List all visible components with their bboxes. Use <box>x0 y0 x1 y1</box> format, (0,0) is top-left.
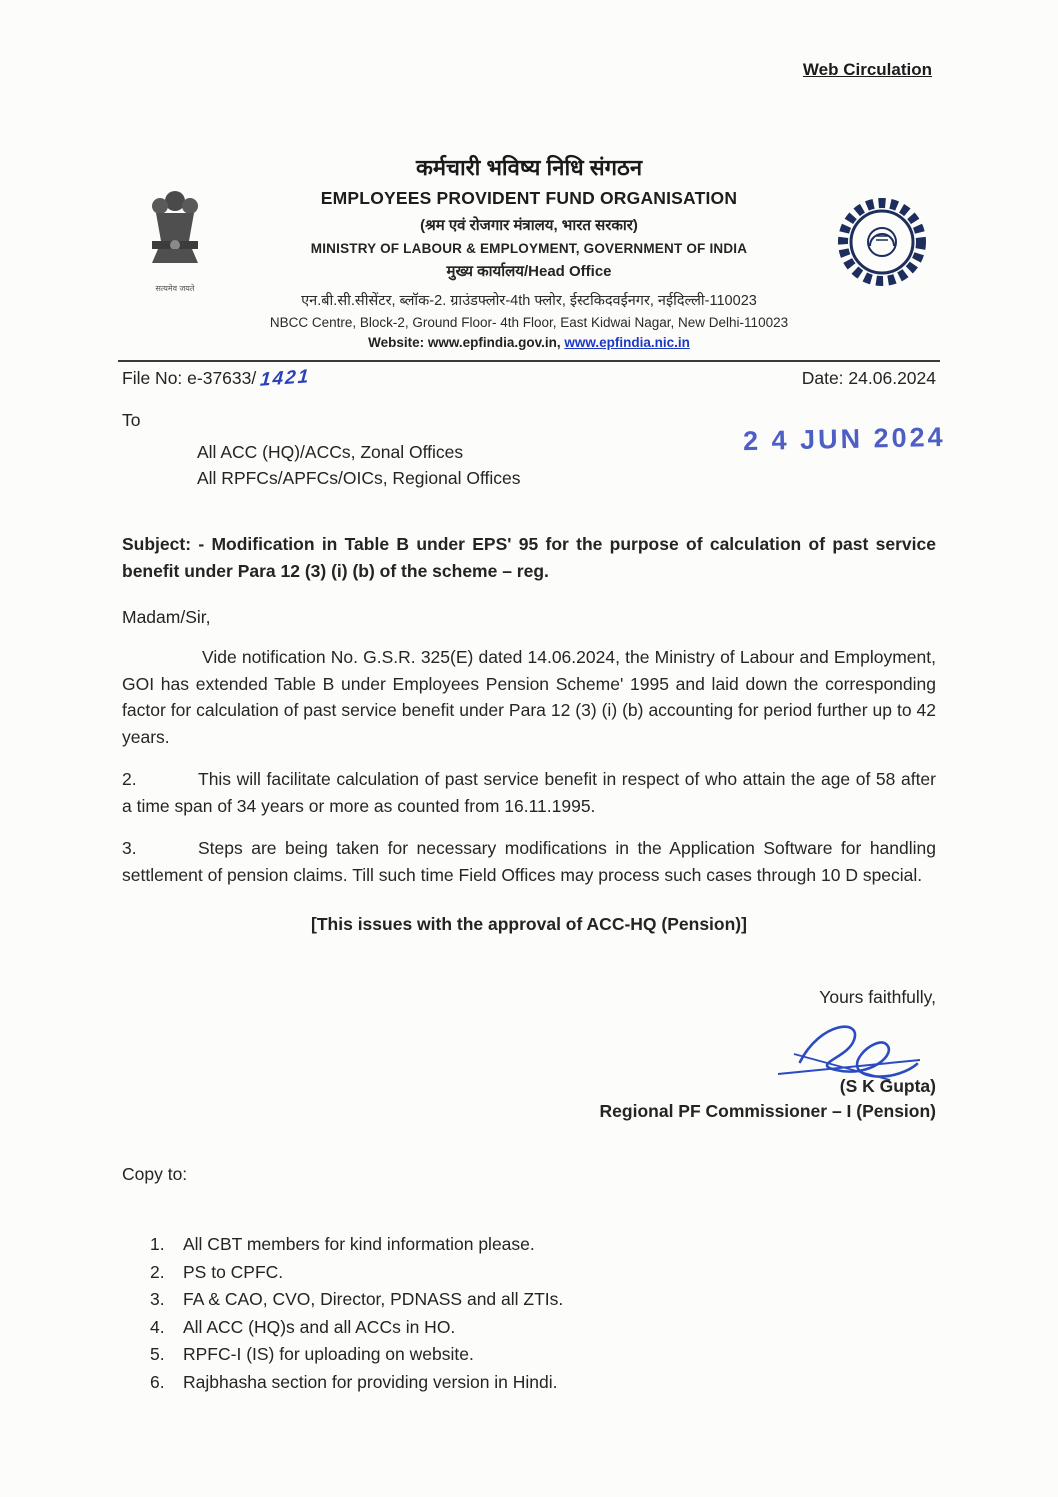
body-paragraph-3 <box>122 835 936 888</box>
file-number-handwritten: 1421 <box>259 366 312 391</box>
list-item-text: Rajbhasha section for providing version in Hindi. <box>183 1371 558 1392</box>
copy-to-list <box>150 1231 936 1396</box>
epfo-logo-graphic <box>836 196 928 288</box>
epfo-logo <box>836 196 928 293</box>
signatory-name: (S K Gupta) <box>839 1076 936 1096</box>
website-line <box>145 335 913 350</box>
list-item-number: 1. <box>150 1234 165 1254</box>
national-emblem-logo <box>140 185 210 294</box>
recipient-line-2: All RPFCs/APFCs/OICs, Regional Offices <box>197 468 521 488</box>
address-hindi: एन.बी.सी.सीसेंटर, ब्लॉक-2. ग्राउंडफ्लोर-4th फ्लोर, ईस्टकिदवईनगर, नईदिल्ली-110023 <box>301 293 757 309</box>
national-emblem-graphic <box>143 185 207 277</box>
list-item-number: 2. <box>150 1261 165 1282</box>
list-item-text: All ACC (HQ)s and all ACCs in HO. <box>183 1316 456 1337</box>
list-item-number: 5. <box>150 1344 165 1364</box>
signatory-designation: Regional PF Commissioner – I (Pension) <box>599 1101 936 1121</box>
approval-note: [This issues with the approval of ACC-HQ (Pension)] <box>311 914 747 934</box>
list-item-number: 4. <box>150 1316 165 1337</box>
salutation: Madam/Sir, <box>122 607 211 627</box>
paragraph-3-number: 3. <box>122 838 137 858</box>
list-item-text: PS to CPFC. <box>183 1261 284 1282</box>
head-office-label: मुख्य कार्यालय/Head Office <box>446 263 612 280</box>
header-divider <box>118 360 940 362</box>
org-name-hindi: कर्मचारी भविष्य निधि संगठन <box>415 155 643 180</box>
ministry-name-english: MINISTRY OF LABOUR & EMPLOYMENT, GOVERNMENT OF INDIA <box>310 241 748 256</box>
website-link[interactable]: www.epfindia.nic.in <box>564 335 690 350</box>
website-prefix: Website: www.epfindia.gov.in, <box>368 335 565 350</box>
list-item-text: All CBT members for kind information please. <box>183 1234 535 1254</box>
paragraph-2-number: 2. <box>122 769 137 789</box>
web-circulation-label: Web Circulation <box>802 60 932 79</box>
file-number-row <box>122 368 936 390</box>
to-label: To <box>122 410 141 430</box>
address-english: NBCC Centre, Block-2, Ground Floor- 4th Floor, East Kidwai Nagar, New Delhi-110023 <box>269 315 789 330</box>
org-name-english: EMPLOYEES PROVIDENT FUND ORGANISATION <box>320 188 738 208</box>
file-number <box>122 368 311 390</box>
body-paragraph-1: Vide notification No. G.S.R. 325(E) dated 14.06.2024, the Ministry of Labour and Employment, GOI has extended Table B under Employees Pension Scheme' 1995 and laid down the corresponding factor for calculation of past service benefit under Para 12 (3) (i) (b) accounting for period further up to 42 years. <box>122 647 936 747</box>
list-item <box>150 1369 936 1397</box>
letterhead <box>0 0 1058 350</box>
recipient-line-1: All ACC (HQ)/ACCs, Zonal Offices <box>197 442 464 462</box>
list-item <box>150 1259 936 1287</box>
list-item <box>150 1341 936 1369</box>
list-item-text: FA & CAO, CVO, Director, PDNASS and all ZTIs. <box>183 1289 564 1309</box>
list-item-number: 3. <box>150 1289 165 1309</box>
copy-to-label: Copy to: <box>122 1164 188 1184</box>
list-item <box>150 1286 936 1314</box>
list-item-number: 6. <box>150 1371 165 1392</box>
subject-line: Subject: - Modification in Table B under EPS' 95 for the purpose of calculation of past service benefit under Para 12 (3) (i) (b) of the scheme – reg. <box>122 534 936 581</box>
closing-line: Yours faithfully, <box>819 987 936 1007</box>
paragraph-2-text: This will facilitate calculation of past service benefit in respect of who attain the age of 58 after a time span of 34 years or more as counted from 16.11.1995. <box>122 769 936 816</box>
list-item <box>150 1231 936 1259</box>
ministry-name-hindi: (श्रम एवं रोजगार मंत्रालय, भारत सरकार) <box>420 217 638 234</box>
emblem-caption: सत्यमेव जयते <box>155 284 195 293</box>
list-item-text: RPFC-I (IS) for uploading on website. <box>183 1344 474 1364</box>
list-item <box>150 1314 936 1342</box>
file-number-label: File No: e-37633/ <box>122 368 257 388</box>
date-stamp: 2 4 JUN 2024 <box>743 421 947 457</box>
body-paragraph-2 <box>122 766 936 819</box>
paragraph-3-text: Steps are being taken for necessary modifications in the Application Software for handling settlement of pension claims. Till such time Field Offices may process such cases through 10 D special. <box>122 838 936 885</box>
letter-date: Date: 24.06.2024 <box>801 368 936 388</box>
